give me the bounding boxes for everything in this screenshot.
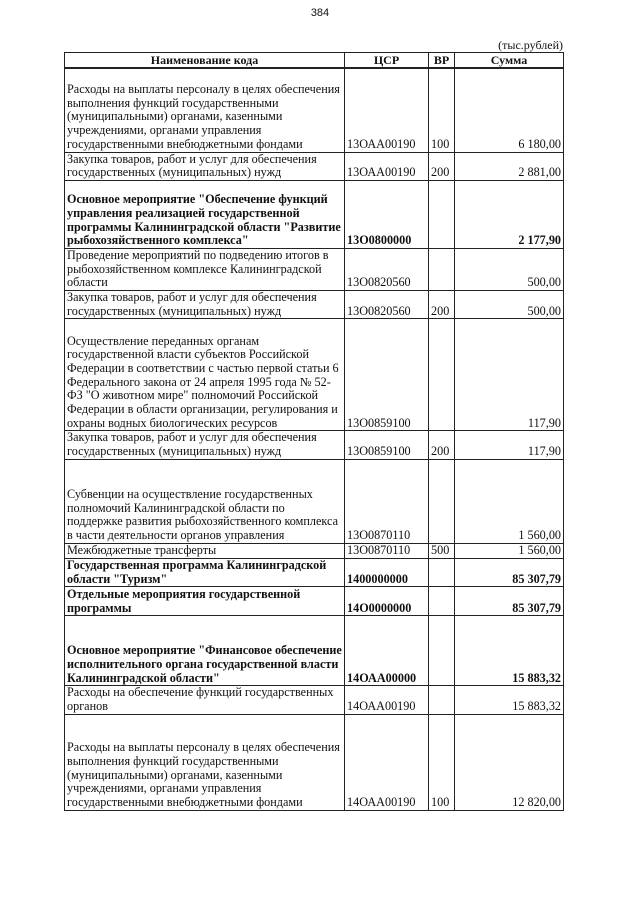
page-number: 384 <box>310 7 330 19</box>
budget-table <box>64 52 564 811</box>
row-name-cell: Основное мероприятие "Финансовое обеспечение исполнительного органа государственной власти Калининградской области" <box>65 616 345 686</box>
row-sum-cell: 85 307,79 <box>455 587 564 616</box>
row-csr-cell: 14ОАА00190 <box>345 686 429 714</box>
table-row <box>65 248 564 290</box>
row-csr-cell: 14ОАА00000 <box>345 616 429 686</box>
row-name-cell: Закупка товаров, работ и услуг для обеспечения государственных (муниципальных) нужд <box>65 431 345 459</box>
row-name-cell: Закупка товаров, работ и услуг для обеспечения государственных (муниципальных) нужд <box>65 291 345 319</box>
row-name-cell: Расходы на выплаты персоналу в целях обеспечения выполнения функций государственными (муниципальными) органами, казенными учреждениями, органами управления государственными внебюджетными фондами <box>65 68 345 152</box>
header-csr: ЦСР <box>345 53 429 69</box>
row-vr-cell <box>429 616 455 686</box>
table-row <box>65 291 564 319</box>
row-sum-cell: 15 883,32 <box>455 686 564 714</box>
row-sum-cell: 500,00 <box>455 248 564 290</box>
table-row <box>65 180 564 248</box>
row-name-cell: Осуществление переданных органам государственной власти субъектов Российской Федерации в соответствии с частью первой статьи 6 Федерального закона от 24 апреля 1995 года № 52-ФЗ "О животном мире" полномочий Российской Федерации в области организации, регулирования и охраны водных биологических ресурсов <box>65 319 345 431</box>
row-csr-cell: 13О0820560 <box>345 248 429 290</box>
row-vr-cell: 100 <box>429 714 455 810</box>
row-sum-cell: 1 560,00 <box>455 459 564 543</box>
table-row <box>65 616 564 686</box>
table-body <box>65 68 564 810</box>
row-sum-cell: 2 177,90 <box>455 180 564 248</box>
row-vr-cell: 200 <box>429 152 455 180</box>
row-name-cell: Расходы на обеспечение функций государственных органов <box>65 686 345 714</box>
row-name-cell: Отдельные мероприятия государственной программы <box>65 587 345 616</box>
row-csr-cell: 13О0870110 <box>345 543 429 558</box>
row-sum-cell: 2 881,00 <box>455 152 564 180</box>
row-vr-cell: 200 <box>429 291 455 319</box>
table-row <box>65 714 564 810</box>
row-csr-cell: 13О0800000 <box>345 180 429 248</box>
header-name: Наименование кода <box>65 53 345 69</box>
header-vr: ВР <box>429 53 455 69</box>
row-sum-cell: 6 180,00 <box>455 68 564 152</box>
row-vr-cell <box>429 587 455 616</box>
units-label: (тыс.рублей) <box>498 38 563 52</box>
row-sum-cell: 15 883,32 <box>455 616 564 686</box>
header-sum: Сумма <box>455 53 564 69</box>
row-sum-cell: 12 820,00 <box>455 714 564 810</box>
table-row <box>65 558 564 586</box>
table-row <box>65 431 564 459</box>
row-name-cell: Закупка товаров, работ и услуг для обеспечения государственных (муниципальных) нужд <box>65 152 345 180</box>
header-row <box>65 53 564 69</box>
table-row <box>65 319 564 431</box>
row-vr-cell <box>429 319 455 431</box>
row-name-cell: Проведение мероприятий по подведению итогов в рыбохозяйственном комплексе Калининградской области <box>65 248 345 290</box>
table-row <box>65 587 564 616</box>
row-name-cell: Субвенции на осуществление государственных полномочий Калининградской области по поддержке развития рыбохозяйственного комплекса в части деятельности органов управления <box>65 459 345 543</box>
row-vr-cell: 200 <box>429 431 455 459</box>
table-row <box>65 68 564 152</box>
table-row <box>65 686 564 714</box>
row-vr-cell <box>429 180 455 248</box>
row-csr-cell: 13О0859100 <box>345 319 429 431</box>
row-name-cell: Межбюджетные трансферты <box>65 543 345 558</box>
row-csr-cell: 14ОАА00190 <box>345 714 429 810</box>
row-csr-cell: 13О0820560 <box>345 291 429 319</box>
row-vr-cell: 500 <box>429 543 455 558</box>
row-csr-cell: 13ОАА00190 <box>345 68 429 152</box>
row-sum-cell: 1 560,00 <box>455 543 564 558</box>
row-vr-cell <box>429 558 455 586</box>
row-sum-cell: 500,00 <box>455 291 564 319</box>
table-row <box>65 543 564 558</box>
table-row <box>65 459 564 543</box>
row-vr-cell <box>429 459 455 543</box>
row-csr-cell: 1400000000 <box>345 558 429 586</box>
row-vr-cell <box>429 248 455 290</box>
row-csr-cell: 13О0859100 <box>345 431 429 459</box>
row-name-cell: Государственная программа Калининградской области "Туризм" <box>65 558 345 586</box>
row-name-cell: Расходы на выплаты персоналу в целях обеспечения выполнения функций государственными (муниципальными) органами, казенными учреждениями, органами управления государственными внебюджетными фондами <box>65 714 345 810</box>
row-vr-cell <box>429 686 455 714</box>
row-sum-cell: 117,90 <box>455 431 564 459</box>
row-vr-cell: 100 <box>429 68 455 152</box>
row-name-cell: Основное мероприятие "Обеспечение функций управления реализацией государственной программы Калининградской области "Развитие рыбохозяйственного комплекса" <box>65 180 345 248</box>
row-sum-cell: 85 307,79 <box>455 558 564 586</box>
row-csr-cell: 13ОАА00190 <box>345 152 429 180</box>
row-csr-cell: 14О0000000 <box>345 587 429 616</box>
row-sum-cell: 117,90 <box>455 319 564 431</box>
table-row <box>65 152 564 180</box>
row-csr-cell: 13О0870110 <box>345 459 429 543</box>
